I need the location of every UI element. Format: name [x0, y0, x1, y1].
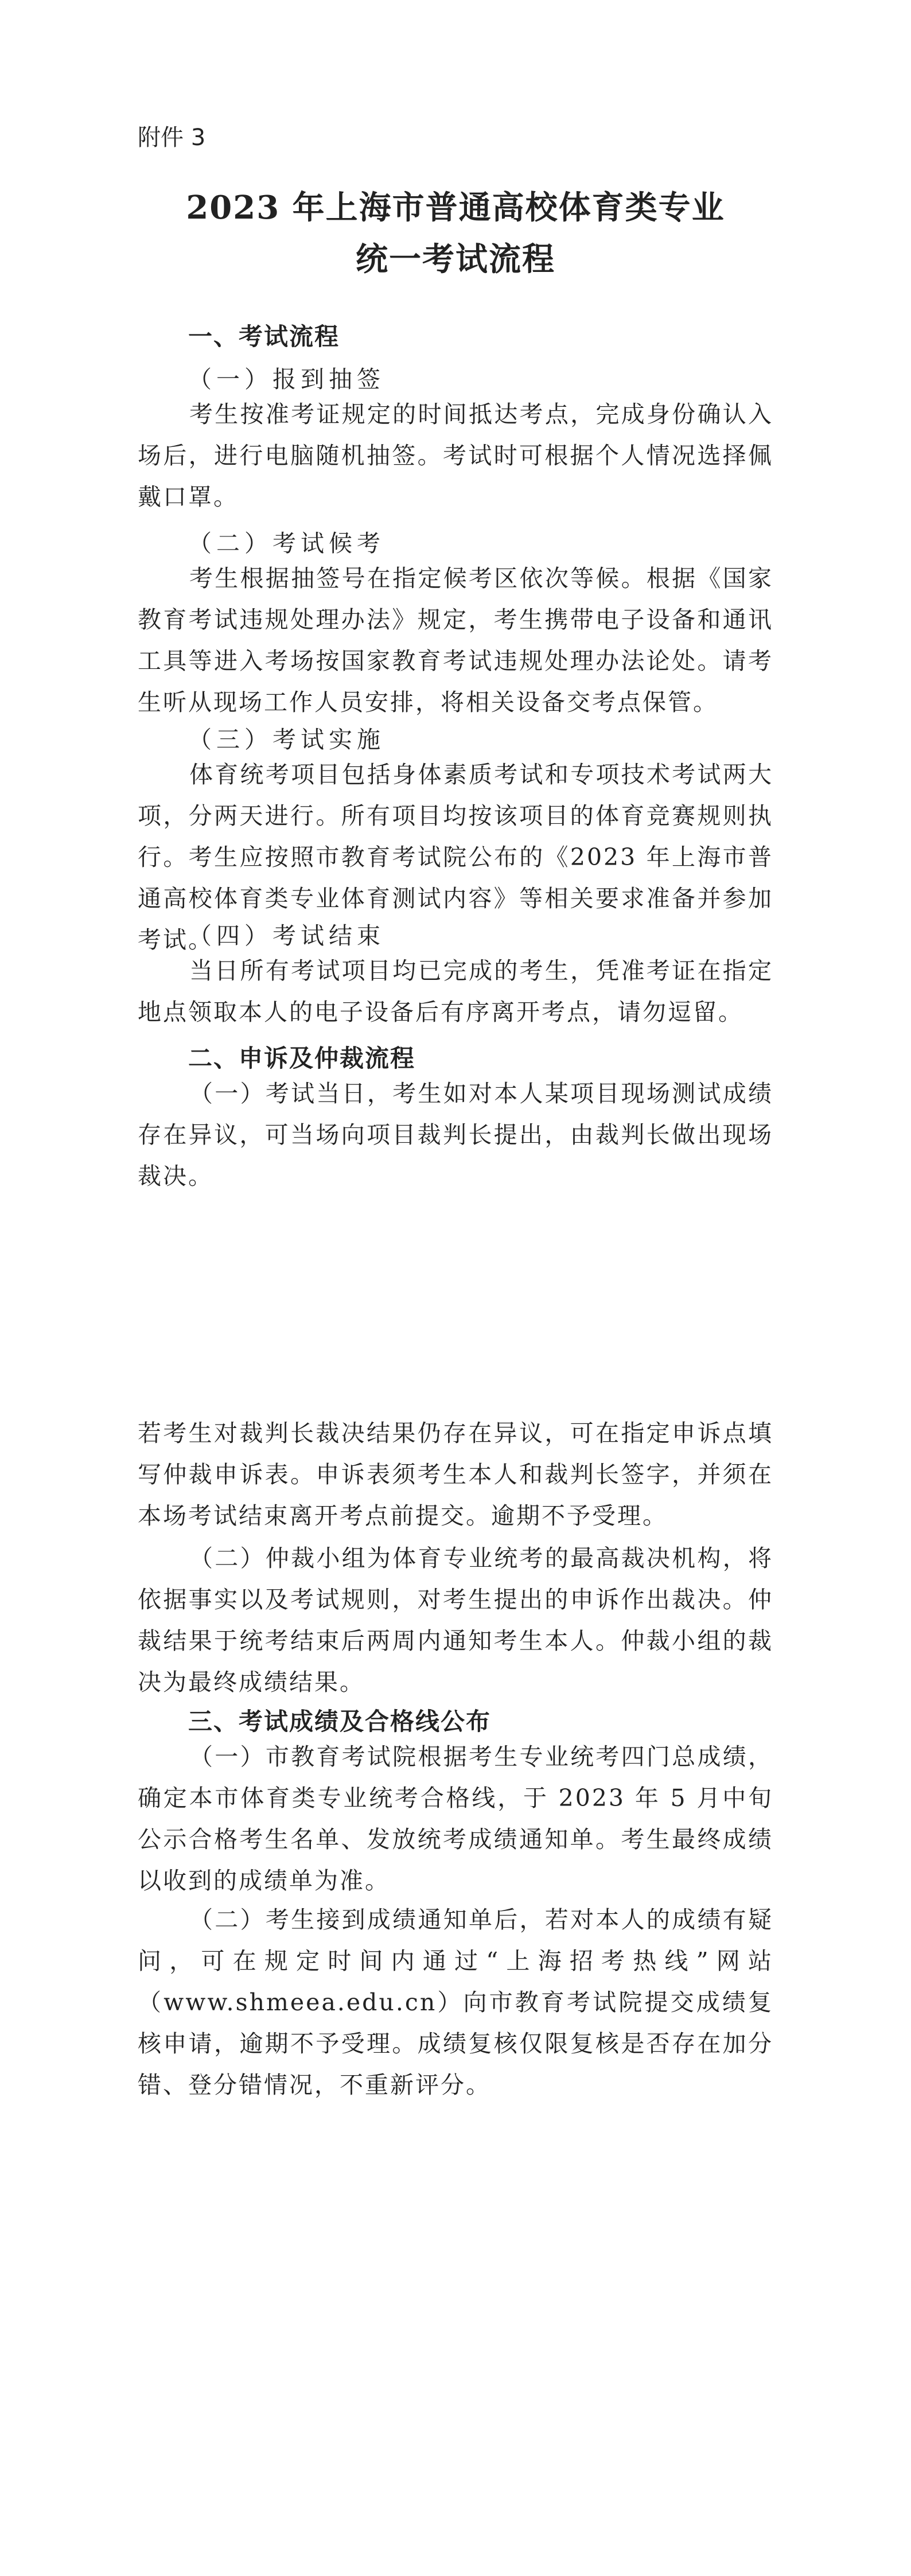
section-1-paragraph-1: [138, 394, 773, 517]
paragraph-text: （一）考试当日，考生如对本人某项目现场测试成绩存在异议，可当场向项目裁判长提出，由裁判长做出现场裁决。: [138, 1080, 773, 1190]
paragraph-text: 考生根据抽签号在指定候考区依次等候。根据《国家教育考试违规处理办法》规定，考生携带电子设备和通讯工具等进入考场按国家教育考试违规处理办法论处。请考生听从现场工作人员安排，将相关设备交考点保管。: [138, 565, 773, 716]
section-2-paragraph-1a: [138, 1073, 773, 1197]
section-1-paragraph-2: [138, 558, 773, 723]
paragraph-text: （二）考生接到成绩通知单后，若对本人的成绩有疑问，可在规定时间内通过“上海招考热线”网站（www.shmeea.edu.cn）向市教育考试院提交成绩复核申请，逾期不予受理。成绩复核仅限复核是否存在加分错、登分错情况，不重新评分。: [138, 1906, 773, 2099]
section-2-heading: 二、申诉及仲裁流程: [188, 1044, 416, 1072]
paragraph-text: 体育统考项目包括身体素质考试和专项技术考试两大项，分两天进行。所有项目均按该项目的体育竞赛规则执行。考生应按照市教育考试院公布的《2023 年上海市普通高校体育类专业体育测试内容》等相关要求准备并参加考试。: [138, 761, 773, 954]
section-2-paragraph-2: [138, 1538, 773, 1703]
section-1-sub-1: （一）报到抽签: [188, 365, 385, 393]
section-1-sub-3: （三）考试实施: [188, 726, 385, 753]
section-1-heading: 一、考试流程: [188, 322, 340, 351]
attachment-label: 附件 3: [138, 124, 206, 151]
section-1-sub-2: （二）考试候考: [188, 530, 385, 557]
section-2-paragraph-1b: [138, 1412, 773, 1536]
page-title-line-2: 统一考试流程: [356, 240, 555, 278]
section-1-paragraph-4: [138, 950, 773, 1033]
paragraph-text: 当日所有考试项目均已完成的考生，凭准考证在指定地点领取本人的电子设备后有序离开考点，请勿逗留。: [138, 957, 773, 1026]
paragraph-text: 若考生对裁判长裁决结果仍存在异议，可在指定申诉点填写仲裁申诉表。申诉表须考生本人和裁判长签字，并须在本场考试结束离开考点前提交。逾期不予受理。: [138, 1419, 773, 1530]
paragraph-text: （二）仲裁小组为体育专业统考的最高裁决机构，将依据事实以及考试规则，对考生提出的申诉作出裁决。仲裁结果于统考结束后两周内通知考生本人。仲裁小组的裁决为最终成绩结果。: [138, 1544, 773, 1696]
page-title-line-1: 2023 年上海市普通高校体育类专业: [186, 189, 725, 227]
section-3-paragraph-1: [138, 1736, 773, 1901]
paragraph-text: （一）市教育考试院根据考生专业统考四门总成绩，确定本市体育类专业统考合格线，于 2023 年 5 月中旬公示合格考生名单、发放统考成绩通知单。考生最终成绩以收到的成绩单为准。: [138, 1743, 773, 1894]
section-3-heading: 三、考试成绩及合格线公布: [188, 1707, 492, 1736]
section-3-paragraph-2: [138, 1899, 773, 2106]
section-1-sub-4: （四）考试结束: [188, 922, 385, 950]
paragraph-text: 考生按准考证规定的时间抵达考点，完成身份确认入场后，进行电脑随机抽签。考试时可根据个人情况选择佩戴口罩。: [138, 400, 773, 511]
